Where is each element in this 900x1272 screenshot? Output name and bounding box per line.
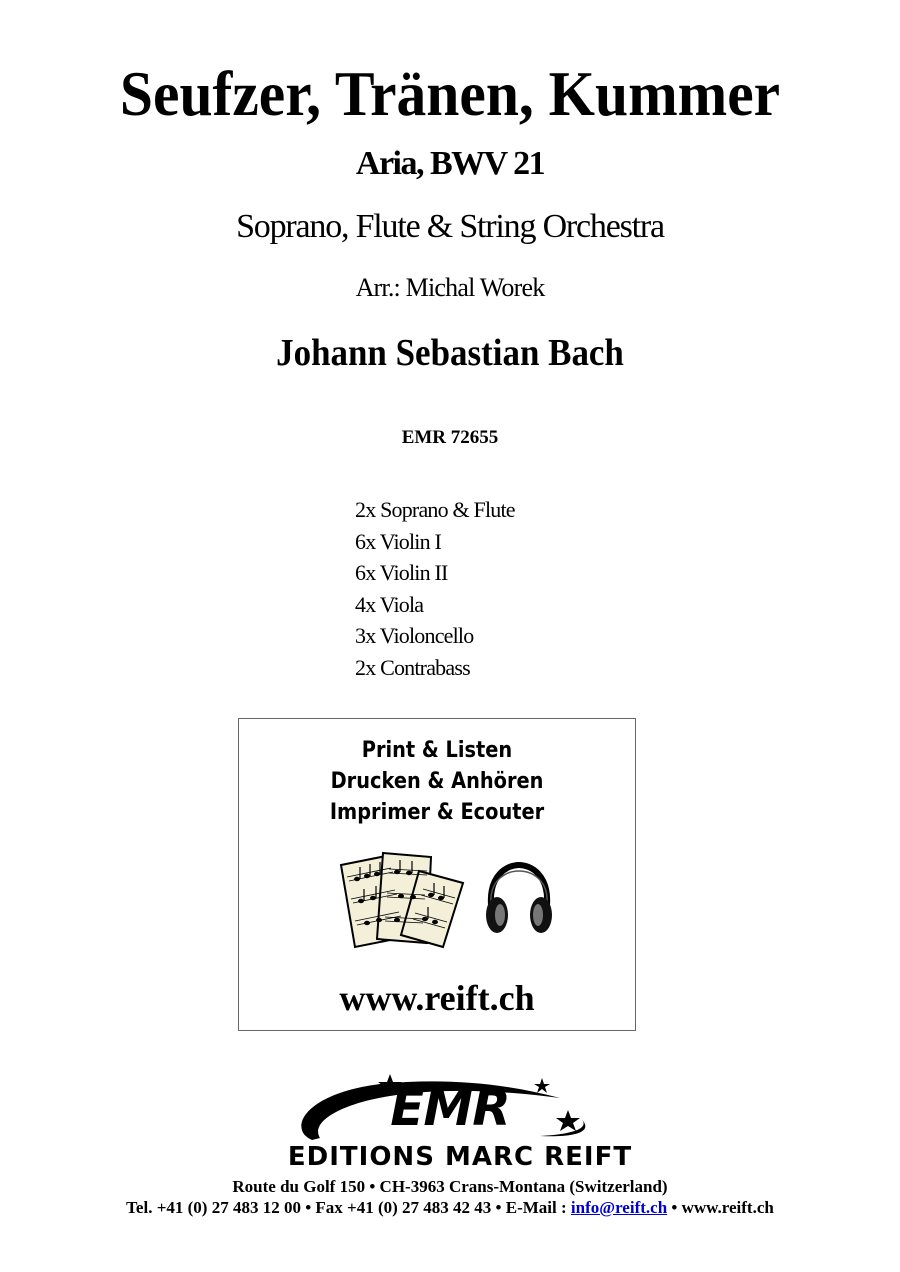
- list-item: 2x Soprano & Flute: [355, 497, 515, 522]
- logo-mark: EMR: [390, 1079, 510, 1137]
- publisher-name: EDITIONS MARC REIFT: [287, 1142, 633, 1172]
- contact-website: • www.reift.ch: [667, 1198, 774, 1217]
- list-item: 3x Violoncello: [355, 623, 474, 649]
- publisher-address: Route du Golf 150 • CH-3963 Crans-Montana (Switzerland): [232, 1177, 668, 1196]
- composer-name: Johann Sebastian Bach: [276, 332, 624, 374]
- parts-list: [355, 494, 515, 684]
- sheet-music-icon: [339, 851, 469, 951]
- page-title: Seufzer, Tränen, Kummer: [119, 58, 781, 129]
- scoring-line: Soprano, Flute & String Orchestra: [236, 208, 664, 245]
- promo-line-english: Print & Listen: [361, 738, 513, 763]
- website-url[interactable]: www.reift.ch: [339, 978, 535, 1018]
- list-item: 6x Violin II: [355, 560, 448, 586]
- list-item: 4x Viola: [355, 591, 424, 617]
- contact-phone-fax: Tel. +41 (0) 27 483 12 00 • Fax +41 (0) 27 483 42 43 • E-Mail :: [126, 1198, 571, 1217]
- promo-line-french: Imprimer & Ecouter: [329, 800, 545, 825]
- work-subtitle: Aria, BWV 21: [355, 145, 545, 182]
- list-item: 2x Contrabass: [355, 654, 470, 680]
- print-listen-box: [238, 718, 636, 1031]
- email-link[interactable]: info@reift.ch: [570, 1198, 668, 1217]
- catalog-number: EMR 72655: [401, 427, 499, 448]
- contact-line: [0, 1198, 900, 1218]
- headphones-icon: [483, 861, 555, 939]
- publisher-logo: [240, 1072, 680, 1172]
- promo-line-german: Drucken & Anhören: [330, 769, 544, 794]
- arranger-line: Arr.: Michal Worek: [355, 273, 545, 302]
- list-item: 6x Violin I: [355, 528, 442, 554]
